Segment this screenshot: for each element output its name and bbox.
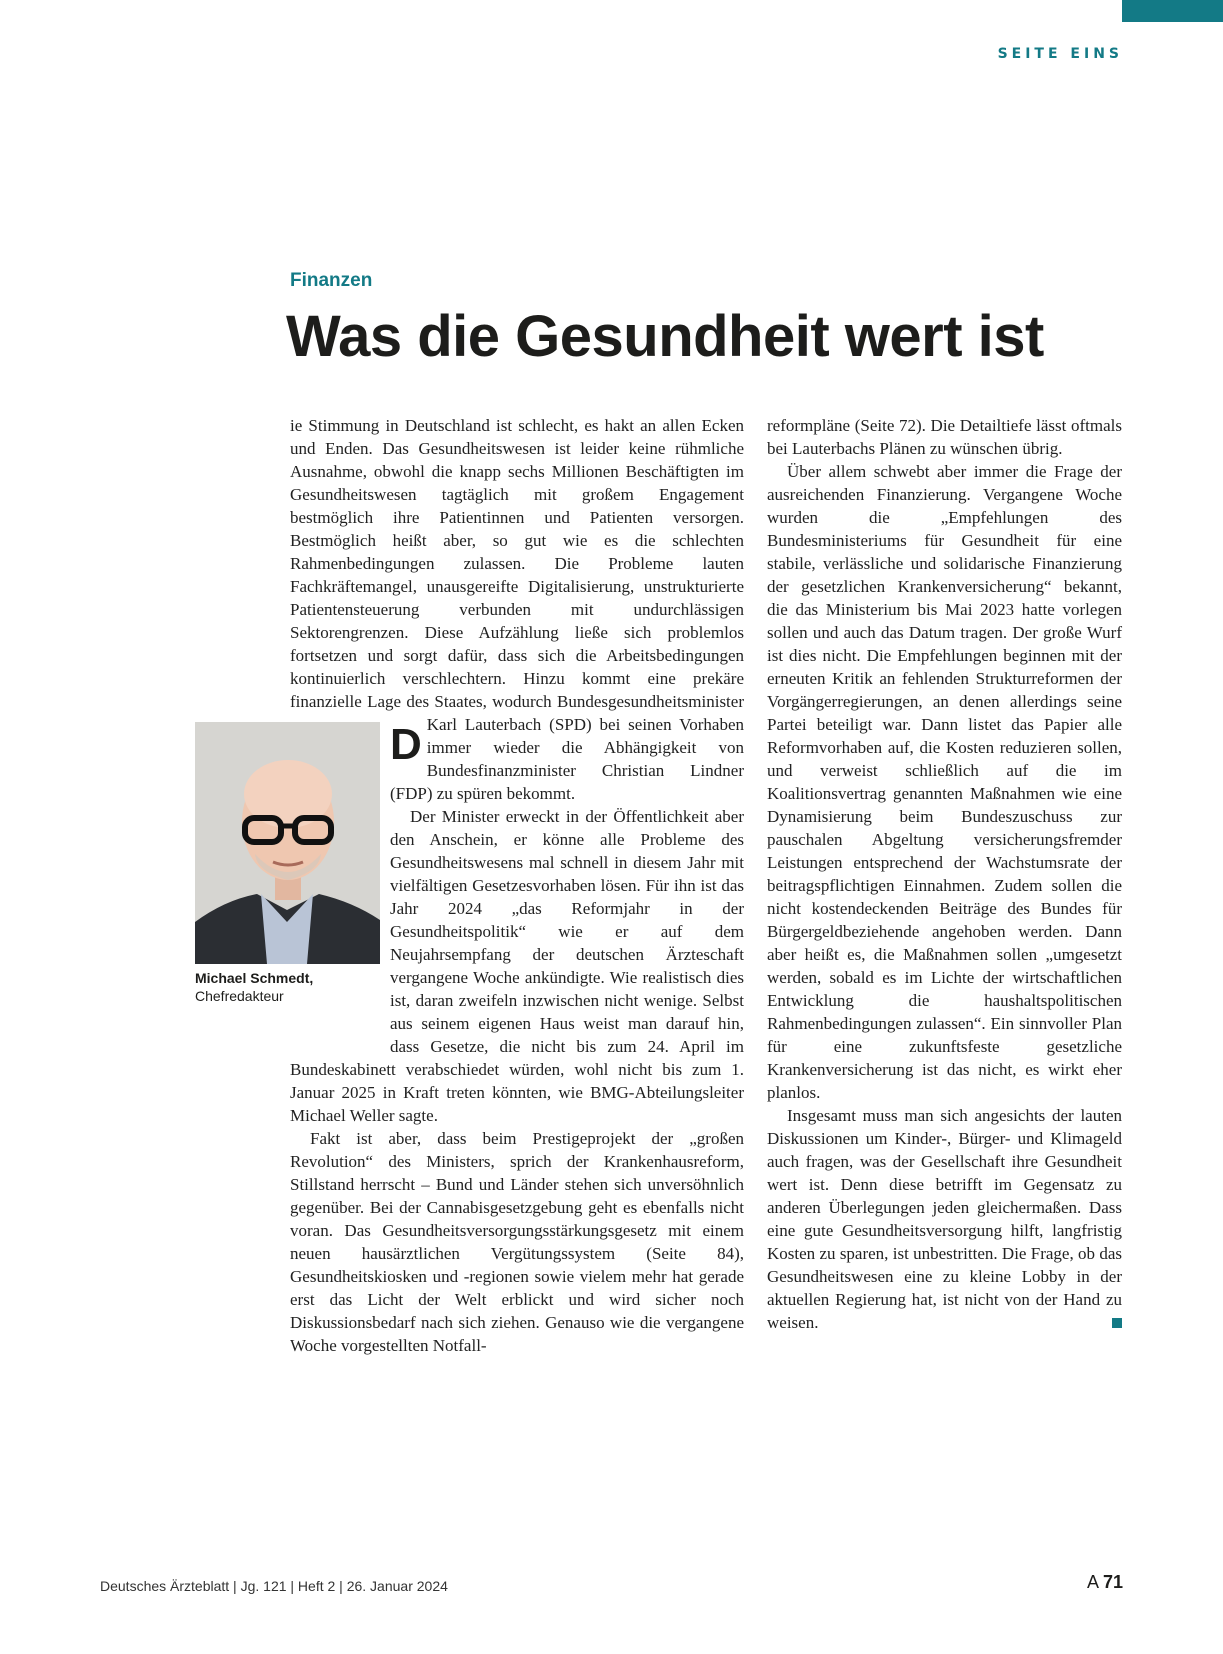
paragraph: Über allem schwebt aber immer die Frage der ausreichenden Finanzierung. Vergangene Woche wurden die „Empfehlungen des Bundesministeriums für Gesundheit für eine stabile, verlässliche und solidarische Finanzierung der gesetzlichen Krankenversicherung“ bekannt, die das Ministerium bis Mai 2023 hatte vorlegen sollen und auch das Datum tragen. Der große Wurf ist dies nicht. Die Empfehlungen beginnen mit der erneuten Kritik an fehlenden Strukturreformen der Vorgängerregierungen, an denen allerdings seine Partei beteiligt war. Dann listet das Papier alle Reformvorhaben auf, die Kosten reduzieren sollen, und verweist schließlich auf die im Koalitionsvertrag genannten Maßnahmen wie eine Dynamisierung beim Bundeszuschuss zur pauschalen Abgeltung versicherungsfremder Leistungen entsprechend der Wachstumsrate der beitragspflichtigen Einnahmen. Zudem sollen die nicht kostendeckenden Beiträge des Bundes für Bürgergeldbeziehende angehoben werden. Dann aber heißt es, die Maßnahmen sollen „umgesetzt werden, sobald es im Lichte der wirtschaftlichen Entwicklung die haushaltspolitischen Rahmenbedingungen zulassen“. Ein sinnvoller Plan für eine zukunftsfeste gesetzliche Krankenversicherung ist das nicht, es wirkt eher planlos. bbox=[767, 462, 1122, 1102]
dropcap: D bbox=[390, 720, 422, 769]
page-number bbox=[1087, 1572, 1123, 1593]
author-name: Michael Schmedt, bbox=[195, 970, 314, 986]
paragraph-text: ie Stimmung in Deutschland ist schlecht, es hakt an allen Ecken und Enden. Das Gesundheitswesen ist leider keine rühmliche Ausnahme, obwohl die knapp sechs Millionen Beschäftigten im Gesundheitswesen tagtäglich mit großem Engagement bestmöglich ihre Patientinnen und Patienten versorgen. Bestmöglich heißt aber, so gut wie es die schlechten Rahmenbedingungen zulassen. Die Probleme lauten Fachkräftemangel, unausgereifte Digitalisierung, unstrukturierte Patientensteuerung verbunden mit undurchlässigen Sektorengrenzen. Diese Aufzählung ließe sich problemlos fortsetzen und sorgt dafür, dass sich die Arbeitsbedingungen kontinuierlich verschlechtern. Hinzu kommt eine prekäre finanzielle Lage des Staates, wodurch Bundesgesundheitsminister Karl Lauterbach (SPD) bei seinen Vorhaben immer wieder die Abhängigkeit von Bundesfinanzminister Christian Lindner (FDP) zu spüren bekommt. bbox=[290, 416, 744, 803]
article-kicker: Finanzen bbox=[290, 270, 373, 291]
author-portrait-image bbox=[195, 722, 380, 964]
page-prefix: A bbox=[1086, 1572, 1098, 1592]
page-number-value: 71 bbox=[1102, 1572, 1123, 1592]
article-title: Was die Gesundheit wert ist bbox=[286, 304, 1044, 369]
paragraph-text: Insgesamt muss man sich angesichts der lauten Diskussionen um Kinder-, Bürger- und Klimageld auch fragen, was der Gesellschaft ihre Gesundheit wert ist. Denn diese betrifft im Gegensatz zu anderen Überlegungen jeden gleichermaßen. Dass eine gute Gesundheitsversorgung hilft, langfristig Kosten zu sparen, ist unbestritten. Die Frage, ob das Gesundheitswesen eine zu kleine Lobby in der aktuellen Regierung hat, ist nicht von der Hand zu weisen. bbox=[767, 1106, 1122, 1332]
paragraph: reformpläne (Seite 72). Die Detailtiefe lässt oftmals bei Lauterbachs Plänen zu wünschen übrig. bbox=[767, 416, 1122, 458]
paragraph: Der Minister erweckt in der Öffentlichkeit aber den Anschein, er könne alle Probleme des Gesundheitswesens mal schnell in diesem Jahr mit vielfältigen Gesetzesvorhaben lösen. Für ihn ist das Jahr 2024 „das Reformjahr in der Gesundheitspolitik“ wie er auf dem Neujahrsempfang der deutschen Ärzteschaft vergangene Woche ankündigte. Wie realistisch dies ist, daran zweifeln inzwischen nicht wenige. Selbst aus seinem eigenen Haus weist man darauf hin, dass Gesetze, die nicht bis zum 24. April im Bundeskabinett verabschiedet würden, wohl nicht bis zum 1. Januar 2025 in Kraft treten könnten, wie BMG-Abteilungsleiter Michael Weller sagte. bbox=[290, 807, 744, 1125]
paragraph: Fakt ist aber, dass beim Prestigeprojekt der „großen Revolution“ des Ministers, sprich der Krankenhausreform, Stillstand herrscht – Bund und Länder stehen sich unversöhnlich gegenüber. Bei der Cannabisgesetzgebung geht es ebenfalls nicht voran. Das Gesundheitsversorgungsstärkungsgesetz mit einem neuen hausärztlichen Vergütungssystem (Seite 84), Gesundheitskiosken und -regionen sowie vielem mehr hat gerade erst das Licht der Welt erblickt und wird sicher noch Diskussionsbedarf nach sich ziehen. Genauso wie die vergangene Woche vorgestellten Notfall- bbox=[290, 1129, 744, 1355]
accent-bar bbox=[1122, 0, 1223, 22]
section-label: SEITE EINS bbox=[997, 46, 1123, 62]
end-of-article-icon bbox=[1112, 1318, 1122, 1328]
paragraph bbox=[767, 1104, 1122, 1334]
article-column-right bbox=[767, 414, 1122, 1334]
author-role: Chefredakteur bbox=[195, 988, 284, 1004]
author-photo bbox=[195, 722, 380, 964]
footer-publication: Deutsches Ärzteblatt | Jg. 121 | Heft 2 | 26. Januar 2024 bbox=[100, 1578, 448, 1594]
author-caption bbox=[195, 969, 313, 1005]
